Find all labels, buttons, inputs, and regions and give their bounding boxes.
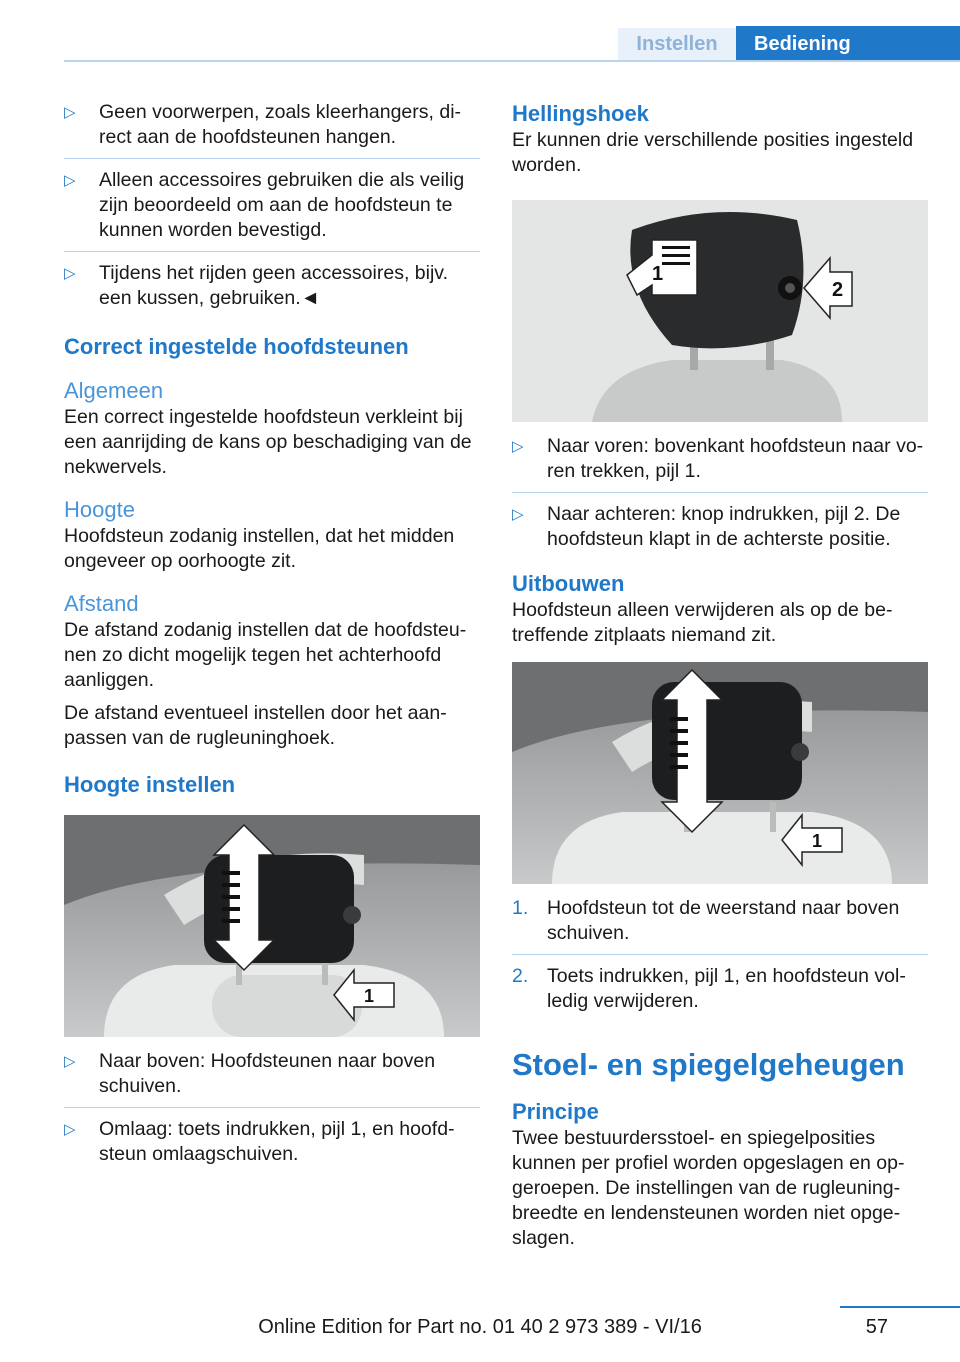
header-tab-instellen: Instellen [618,28,736,60]
subheading-hoogte: Hoogte [64,497,135,522]
subheading-principe: Principe [512,1099,599,1124]
page-number: 57 [865,1316,888,1338]
headrest-tilt-photo [512,200,928,422]
footer-edition-text: Online Edition for Part no. 01 40 2 973 389 - VI/16 [258,1316,702,1338]
figure-label: 1 [812,831,823,851]
hellingshoek-text: Er kunnen drie verschillende posities ingesteld worden. [512,129,914,176]
afstand-text-2: De afstand eventueel instellen door het aanpassen van de rugleuninghoek. [64,702,447,749]
triangle-bullet-icon: ▷ [64,265,76,282]
header-rule [64,60,960,62]
triangle-bullet-icon: ▷ [512,506,524,523]
algemeen-text: Een correct ingestelde hoofdsteun verkleint bij een aanrijding de kans op beschadiging van de nekwervels. [64,406,472,478]
triangle-bullet-icon: ▷ [64,1121,76,1138]
triangle-bullet-icon: ▷ [64,1053,76,1070]
left-column [64,100,480,1184]
triangle-bullet-icon: ▷ [64,172,76,189]
list-item: ▷ Omlaag: toets indrukken, pijl 1, en hoofdsteun omlaagschuiven. [64,1118,455,1165]
subheading-algemeen: Algemeen [64,378,164,403]
subheading-uitbouwen: Uitbouwen [512,571,625,596]
figure-label-2: 2 [832,279,844,301]
list-item: ▷ Naar achteren: knop indrukken, pijl 2. De hoofdsteun klapt in de achterste positie. [512,503,901,550]
figure-label-1: 1 [652,263,664,285]
uitbouwen-text: Hoofdsteun alleen verwijderen als op de betreffende zitplaats niemand zit. [512,599,893,646]
chapter-title: Stoel- en spiegelgeheugen [512,1047,905,1082]
triangle-bullet-icon: ▷ [64,104,76,121]
figure-label: 1 [364,986,375,1006]
subheading-afstand: Afstand [64,591,139,616]
list-item: ▷ Naar boven: Hoofdsteunen naar boven schuiven. [64,1049,480,1108]
list-item: ▷ Geen voorwerpen, zoals kleerhangers, direct aan de hoofdsteunen hangen. [64,100,480,159]
triangle-bullet-icon: ▷ [512,438,524,455]
afstand-text-1: De afstand zodanig instellen dat de hoofdsteunen zo dicht mogelijk tegen het achterhoofd aanliggen. [64,619,467,691]
removal-step-list [512,896,928,1022]
principe-text: Twee bestuurdersstoel- en spiegelposities kunnen per profiel worden opgeslagen en opgeroepen. De instellingen van de rugleuningbreedte en lendensteunen worden niet opgeslagen. [512,1127,905,1249]
list-item: ▷ Alleen accessoires gebruiken die als veilig zijn beoordeeld om aan de hoofdsteun te kunnen worden bevestigd. [64,168,480,252]
safety-bullet-list [64,100,480,319]
headrest-removal-photo [512,662,928,884]
footer-rule [0,1306,960,1307]
list-item: 2. Toets indrukken, pijl 1, en hoofdsteun volledig verwijderen. [512,965,906,1012]
list-item: 1. Hoofdsteun tot de weerstand naar boven schuiven. [512,896,928,955]
tilt-bullet-list [512,434,928,560]
right-column [512,100,928,1259]
list-item: ▷ Naar voren: bovenkant hoofdsteun naar voren trekken, pijl 1. [512,434,928,493]
headrest-height-photo [64,815,480,1037]
list-item: ▷ Tijdens het rijden geen accessoires, bijv. een kussen, gebruiken.◄ [64,262,449,309]
section-title: Correct ingestelde hoofdsteunen [64,334,409,359]
header-tab-bediening: Bediening [736,26,960,62]
subheading-hellingshoek: Hellingshoek [512,101,649,126]
hoogte-text: Hoofdsteun zodanig instellen, dat het midden ongeveer op oorhoogte zit. [64,525,455,572]
height-bullet-list [64,1049,480,1175]
subheading-hoogte-instellen: Hoogte instellen [64,772,236,797]
